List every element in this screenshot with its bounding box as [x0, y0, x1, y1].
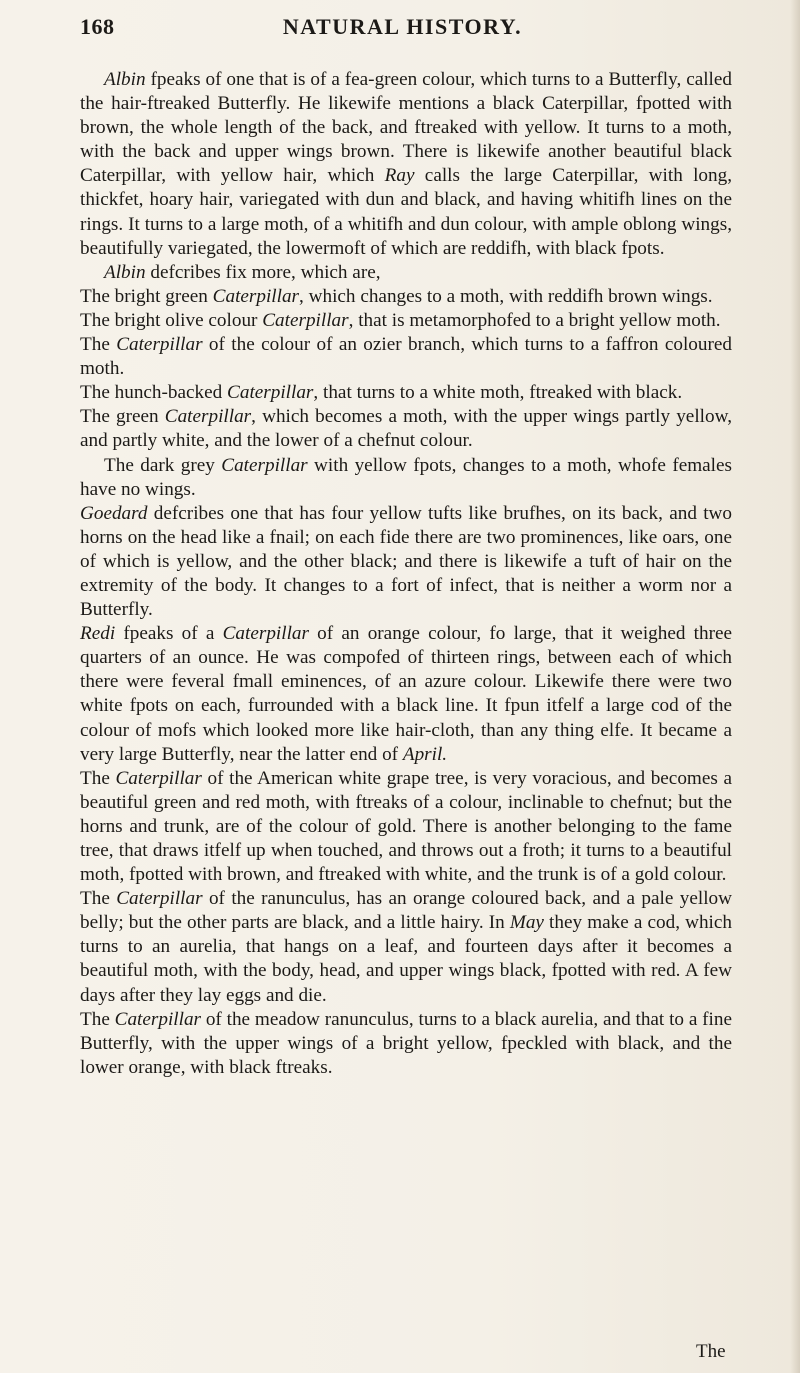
paragraph-text: The bright green [80, 285, 213, 307]
italic-term: Caterpillar [115, 767, 202, 789]
paragraph-text: , which changes to a moth, with reddifh brown wings. [299, 285, 713, 307]
italic-term: Goedard [80, 502, 148, 524]
page-number: 168 [80, 14, 115, 39]
page-header [80, 14, 725, 54]
paragraph-text: they make a cod, which turns to an aurelia, that hangs on a leaf, and fourteen days after it becomes a beautiful moth, with the body, head, and upper wings black, fpotted with red. A few days after they lay eggs and die. [80, 912, 732, 1006]
paragraph-text: of the ranunculus, has an orange coloured back, and a pale yellow belly; but the other parts are black, and a little hairy. In [80, 888, 732, 934]
italic-term: April. [402, 743, 448, 765]
paragraph-text: The [80, 767, 116, 789]
paragraph-text: fpeaks of one that is of a fea-green colour, which turns to a Butterfly, called the hair-ftreaked Butterfly. He likewife mentions a black Caterpillar, fpotted with brown, the whole length of the back, and ftreaked with yellow. It turns to a moth, with the back and upper wings brown. There is likewife another beautiful black Caterpillar, with yellow hair, which [80, 69, 732, 187]
paragraph-text: , that turns to a white moth, ftreaked with black. [313, 382, 683, 404]
paragraph [80, 1008, 732, 1080]
paragraph-text: of an orange colour, fo large, that it weighed three quarters of an ounce. He was compofed of thirteen rings, between each of which there were feveral fmall eminences, of an azure colour. Likewife there were two white fpots on each, furrounded with a black line. It fpun itfelf a large cod of the colour of mofs which looked more like hair-cloth, than any thing elfe. It became a very large Butterfly, near the latter end of [80, 623, 733, 765]
italic-term: Ray [384, 165, 415, 187]
italic-term: Caterpillar [227, 382, 314, 404]
paragraph-text: The [80, 334, 117, 356]
paragraph [80, 454, 732, 502]
paragraph [80, 887, 732, 1007]
body-text [80, 68, 732, 1080]
paragraph [80, 767, 732, 887]
paragraph [80, 68, 732, 261]
italic-term: Albin [104, 69, 146, 90]
paragraph [80, 622, 732, 767]
running-title: NATURAL HISTORY. [282, 14, 523, 39]
paragraph [80, 333, 732, 381]
italic-term: Redi [80, 623, 116, 645]
paragraph [80, 405, 732, 453]
paragraph-text: The dark grey [104, 454, 222, 476]
paragraph-text: The green [80, 406, 165, 428]
italic-term: Albin [104, 261, 146, 283]
paragraph-text: of the meadow ranunculus, turns to a black aurelia, and that to a fine Butterfly, with the upper wings of a bright yellow, fpeckled with black, and the lower orange, with black ftreaks. [80, 1008, 732, 1078]
paragraph-text: , which becomes a moth, with the upper wings partly yellow, and partly white, and the lower of a chefnut colour. [80, 406, 732, 452]
paragraph-text: defcribes one that has four yellow tufts like brufhes, on its back, and two horns on the head like a fnail; on each fide there are two prominences, like oars, one of which is yellow, and the other black; and there is likewife a tuft of hair on the extremity of the body. It changes to a fort of infect, that is neither a worm nor a Butterfly. [80, 502, 732, 621]
italic-term: Caterpillar [262, 309, 349, 331]
italic-term: Caterpillar [116, 334, 203, 356]
paragraph-text: calls the large Caterpillar, with long, thickfet, hoary hair, variegated with dun and black, and having whitifh lines on the rings. It turns to a large moth, of a whitifh and dun colour, with ample oblong wings, beautifully variegated, the lowermoft of which are reddifh, with black fpots. [80, 165, 732, 259]
paragraph [80, 285, 732, 309]
paragraph-text: The [80, 888, 117, 910]
italic-term: May [509, 912, 544, 934]
paragraph-text: , that is metamorphofed to a bright yellow moth. [348, 309, 721, 331]
italic-term: Caterpillar [164, 406, 252, 428]
paragraph-text: The hunch-backed [80, 382, 228, 404]
italic-term: Caterpillar [114, 1008, 202, 1030]
paragraph [80, 309, 732, 333]
italic-term: Caterpillar [222, 623, 309, 645]
italic-term: Caterpillar [221, 454, 308, 476]
paragraph-text: defcribes fix more, which are, [145, 261, 381, 283]
italic-term: Caterpillar [116, 888, 203, 910]
catchword: The [696, 1341, 726, 1362]
paragraph-text: The bright olive colour [80, 309, 263, 331]
paragraph-text: The [80, 1008, 115, 1030]
italic-term: Caterpillar [212, 285, 300, 307]
paragraph-text: fpeaks of a [115, 623, 223, 645]
paragraph-text: with yellow fpots, changes to a moth, whofe females have no wings. [80, 454, 732, 500]
paragraph-text: of the colour of an ozier branch, which turns to a faffron coloured moth. [80, 334, 732, 380]
paragraph [80, 502, 732, 622]
paragraph-text: of the American white grape tree, is very voracious, and becomes a beautiful green and red moth, with ftreaks of a colour, inclinable to chefnut; but the horns and trunk, are of the colour of gold. There is another belonging to the fame tree, that draws itfelf up when touched, and throws out a froth; it turns to a beautiful moth, fpotted with brown, and ftreaked with white, and the trunk is of a gold colour. [80, 767, 732, 886]
paragraph [80, 381, 732, 405]
page-edge-shadow [790, 0, 800, 1373]
paragraph [80, 261, 732, 285]
